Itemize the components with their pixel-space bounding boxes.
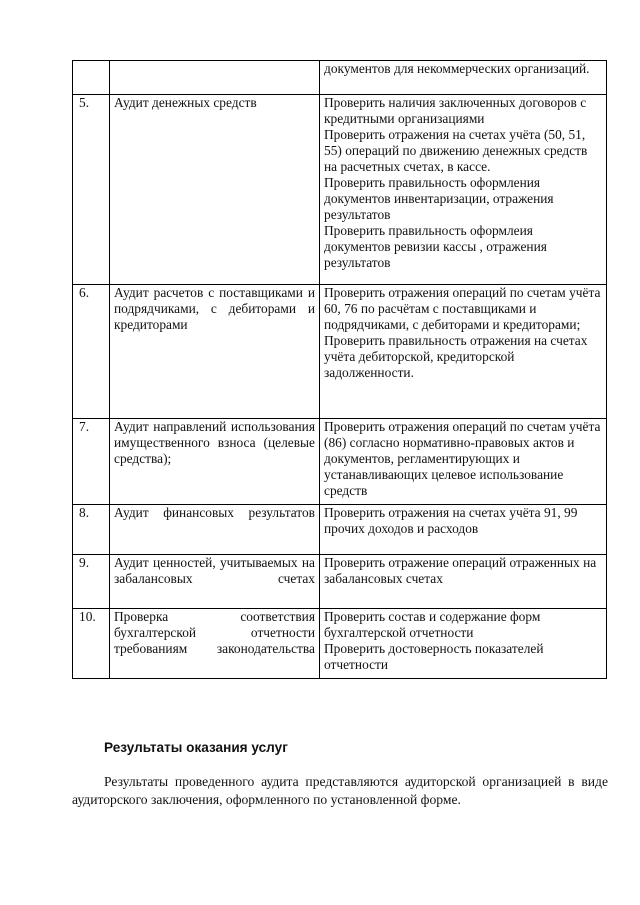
section-paragraph: Результаты проведенного аудита представляются аудиторской организацией в виде аудиторского заключения, оформленного по установленной форме. [72, 774, 608, 807]
table-row [73, 61, 607, 95]
audit-action-text: документов для некоммерческих организаций. [324, 61, 590, 76]
row-number: 5. [73, 95, 110, 285]
audit-table-body [73, 61, 607, 679]
audit-area-text: Аудит денежных средств [114, 95, 257, 110]
audit-action-text: Проверить правильность оформления документов инвентаризации, отражения результатов [324, 175, 554, 222]
audit-action-text: Проверить отражения на счетах учёта 91, 99 прочих доходов и расходов [324, 505, 578, 536]
table-row [73, 95, 607, 285]
table-row [73, 419, 607, 505]
audit-action-text: Проверить достоверность показателей отчетности [324, 641, 544, 672]
audit-area-name [110, 61, 320, 95]
audit-area-text: Проверка соответствия бухгалтерской отчетности требованиям законодательства [114, 609, 315, 656]
row-number: 9. [73, 555, 110, 609]
table-row [73, 609, 607, 679]
row-number: 8. [73, 505, 110, 555]
row-number [73, 61, 110, 95]
audit-actions [320, 95, 607, 285]
audit-actions [320, 505, 607, 555]
audit-table [72, 60, 607, 679]
audit-area-name [110, 419, 320, 505]
audit-action-text: Проверить отражения на счетах учёта (50, 51, 55) операций по движению денежных средств на расчетных счетах, в кассе. [324, 127, 588, 174]
audit-area-text: Аудит ценностей, учитываемых на забалансовых счетах [114, 555, 315, 586]
table-row [73, 555, 607, 609]
audit-area-text: Аудит направлений использования имущественного взноса (целевые средства); [114, 419, 315, 466]
audit-area-text: Аудит финансовых результатов [114, 505, 315, 520]
row-number: 10. [73, 609, 110, 679]
audit-area-name [110, 505, 320, 555]
audit-area-name [110, 285, 320, 419]
audit-actions [320, 285, 607, 419]
audit-actions [320, 419, 607, 505]
audit-area-name [110, 609, 320, 679]
table-row [73, 505, 607, 555]
audit-action-text: Проверить отражения операций по счетам учёта 60, 76 по расчётам с поставщиками и подрядчиками, с дебиторами и кредиторами; [324, 285, 601, 332]
audit-actions [320, 609, 607, 679]
row-number: 7. [73, 419, 110, 505]
audit-action-text: Проверить состав и содержание форм бухгалтерской отчетности [324, 609, 541, 640]
audit-area-text: Аудит расчетов с поставщиками и подрядчиками, с дебиторами и кредиторами [114, 285, 315, 332]
audit-action-text: Проверить наличия заключенных договоров с кредитными организациями [324, 95, 587, 126]
audit-action-text: Проверить правильность оформлеия документов ревизии кассы , отражения результатов [324, 223, 547, 270]
audit-area-name [110, 555, 320, 609]
table-row [73, 285, 607, 419]
audit-actions [320, 61, 607, 95]
section-heading: Результаты оказания услуг [104, 740, 288, 755]
audit-area-name [110, 95, 320, 285]
audit-actions [320, 555, 607, 609]
row-number: 6. [73, 285, 110, 419]
audit-action-text: Проверить правильность отражения на счетах учёта дебиторской, кредиторской задолженности. [324, 333, 588, 380]
audit-action-text: Проверить отражения операций по счетам учёта (86) согласно нормативно-правовых актов и документов, регламентирующих и устанавливающих целевое использование средств [324, 419, 601, 498]
audit-action-text: Проверить отражение операций отраженных на забалансовых счетах [324, 555, 597, 586]
